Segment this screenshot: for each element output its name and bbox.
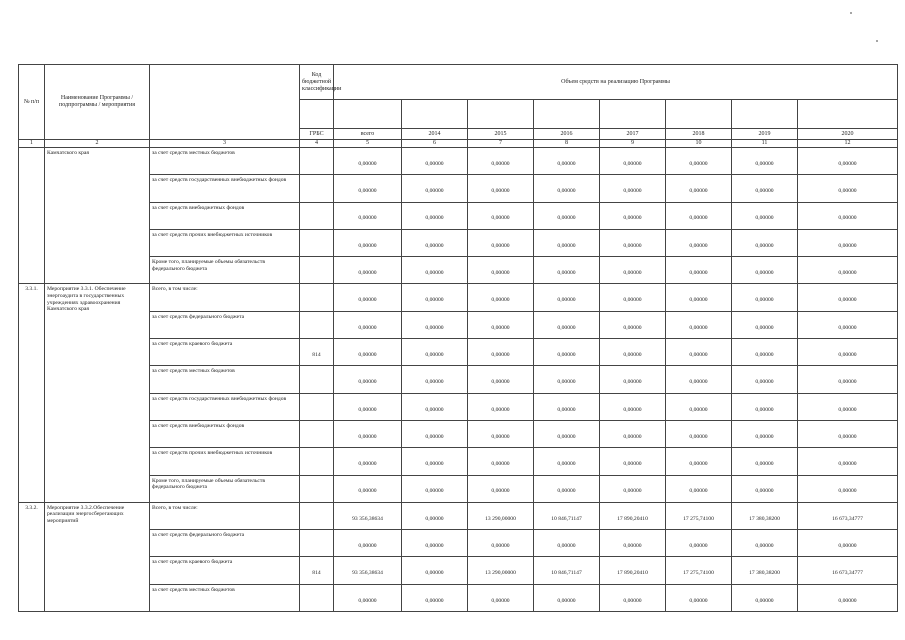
year-value: 0,00000: [534, 366, 600, 393]
total-value: 0,00000: [334, 448, 402, 475]
item-number: [19, 148, 45, 284]
year-value: 0,00000: [402, 284, 468, 311]
year-value: 0,00000: [468, 202, 534, 229]
year-value: 13 290,00000: [468, 502, 534, 529]
year-value: 0,00000: [534, 420, 600, 447]
year-value: 17 380,38200: [732, 557, 798, 584]
funding-source: Кроме того, планируемые объемы обязательств федерального бюджета: [150, 257, 300, 284]
header-year: 2019: [732, 129, 798, 140]
column-index-row: [19, 140, 898, 148]
year-value: 0,00000: [402, 420, 468, 447]
funding-source: за счет средств федерального бюджета: [150, 311, 300, 338]
year-value: 0,00000: [402, 257, 468, 284]
year-value: 0,00000: [534, 339, 600, 366]
grbs-code: [300, 530, 334, 557]
year-value: 17 275,74100: [666, 557, 732, 584]
header-year-blank: [600, 100, 666, 129]
year-value: 0,00000: [534, 530, 600, 557]
column-index: 1: [19, 140, 45, 148]
year-value: 0,00000: [732, 175, 798, 202]
grbs-code: [300, 475, 334, 502]
table-row: [19, 502, 898, 529]
year-value: 0,00000: [402, 557, 468, 584]
table-row: [19, 475, 898, 502]
header-code-blank: [300, 100, 334, 129]
table-row: [19, 175, 898, 202]
year-value: 0,00000: [402, 502, 468, 529]
column-index: 12: [798, 140, 898, 148]
year-value: 0,00000: [600, 339, 666, 366]
year-value: 0,00000: [666, 202, 732, 229]
total-value: 0,00000: [334, 420, 402, 447]
table-row: [19, 284, 898, 311]
year-value: 0,00000: [468, 530, 534, 557]
header-source: [150, 65, 300, 140]
year-value: 0,00000: [600, 284, 666, 311]
funding-source: за счет средств внебюджетных фондов: [150, 202, 300, 229]
year-value: 0,00000: [468, 475, 534, 502]
total-value: 0,00000: [334, 284, 402, 311]
year-value: 0,00000: [468, 229, 534, 256]
funding-source: за счет средств краевого бюджета: [150, 557, 300, 584]
year-value: 17 275,74100: [666, 502, 732, 529]
table-row: [19, 339, 898, 366]
funding-source: за счет средств государственных внебюджетных фондов: [150, 393, 300, 420]
year-value: 0,00000: [732, 448, 798, 475]
header-year-blank: [402, 100, 468, 129]
year-value: 0,00000: [534, 393, 600, 420]
year-value: 0,00000: [534, 475, 600, 502]
year-value: 0,00000: [798, 475, 898, 502]
column-index: 5: [334, 140, 402, 148]
funding-source: за счет средств местных бюджетов: [150, 584, 300, 611]
year-value: 0,00000: [600, 393, 666, 420]
year-value: 0,00000: [600, 366, 666, 393]
year-value: 0,00000: [468, 257, 534, 284]
grbs-code: 814: [300, 557, 334, 584]
grbs-code: [300, 311, 334, 338]
table-row: [19, 311, 898, 338]
year-value: 0,00000: [534, 175, 600, 202]
year-value: 0,00000: [732, 202, 798, 229]
year-value: 0,00000: [798, 530, 898, 557]
year-value: 0,00000: [666, 229, 732, 256]
year-value: 0,00000: [666, 530, 732, 557]
year-value: 0,00000: [798, 257, 898, 284]
funding-source: за счет средств прочих внебюджетных источников: [150, 229, 300, 256]
year-value: 0,00000: [798, 229, 898, 256]
column-index: 7: [468, 140, 534, 148]
year-value: 0,00000: [534, 311, 600, 338]
year-value: 0,00000: [732, 393, 798, 420]
item-number: 3.3.2.: [19, 502, 45, 611]
year-value: 0,00000: [534, 284, 600, 311]
total-value: 0,00000: [334, 530, 402, 557]
header-year: 2014: [402, 129, 468, 140]
scan-speck: [850, 12, 852, 14]
year-value: 0,00000: [600, 530, 666, 557]
year-value: 0,00000: [534, 257, 600, 284]
table-row: [19, 393, 898, 420]
year-value: 0,00000: [402, 584, 468, 611]
year-value: 17 890,20410: [600, 557, 666, 584]
year-value: 0,00000: [666, 339, 732, 366]
column-index: 6: [402, 140, 468, 148]
year-value: 0,00000: [732, 475, 798, 502]
year-value: 0,00000: [402, 475, 468, 502]
budget-table: [18, 64, 898, 612]
total-value: 0,00000: [334, 257, 402, 284]
grbs-code: [300, 420, 334, 447]
header-funding: Объем средств на реализацию Программы: [334, 65, 898, 100]
year-value: 0,00000: [402, 148, 468, 175]
year-value: 0,00000: [798, 148, 898, 175]
header-total-blank: [334, 100, 402, 129]
total-value: 0,00000: [334, 366, 402, 393]
total-value: 93 356,38634: [334, 557, 402, 584]
grbs-code: [300, 393, 334, 420]
table-row: [19, 229, 898, 256]
table-body: [19, 140, 898, 612]
year-value: 0,00000: [600, 175, 666, 202]
funding-source: за счет средств местных бюджетов: [150, 366, 300, 393]
table-row: [19, 584, 898, 611]
year-value: 0,00000: [666, 393, 732, 420]
year-value: 17 890,20410: [600, 502, 666, 529]
funding-source: за счет средств внебюджетных фондов: [150, 420, 300, 447]
year-value: 0,00000: [666, 148, 732, 175]
year-value: 0,00000: [666, 311, 732, 338]
year-value: 0,00000: [402, 311, 468, 338]
total-value: 0,00000: [334, 202, 402, 229]
grbs-code: 814: [300, 339, 334, 366]
table-row: [19, 530, 898, 557]
year-value: 0,00000: [600, 148, 666, 175]
year-value: 0,00000: [402, 229, 468, 256]
year-value: 0,00000: [402, 366, 468, 393]
item-name: Мероприятие 3.3.2.Обеспечение реализации энергосберегающих мероприятий: [45, 502, 150, 611]
year-value: 0,00000: [534, 448, 600, 475]
header-num: № п/п: [19, 65, 45, 140]
total-value: 0,00000: [334, 311, 402, 338]
table-header: [19, 65, 898, 140]
header-year-blank: [534, 100, 600, 129]
year-value: 0,00000: [600, 229, 666, 256]
grbs-code: [300, 202, 334, 229]
year-value: 0,00000: [402, 339, 468, 366]
header-total: всего: [334, 129, 402, 140]
year-value: 0,00000: [402, 175, 468, 202]
item-name: Мероприятие 3.3.1. Обеспечение энергоаудита в государственных учреждениях здравоохранения Камчатского края: [45, 284, 150, 502]
year-value: 0,00000: [798, 202, 898, 229]
funding-source: за счет средств местных бюджетов: [150, 148, 300, 175]
header-year: 2015: [468, 129, 534, 140]
year-value: 0,00000: [798, 175, 898, 202]
column-index: 3: [150, 140, 300, 148]
grbs-code: [300, 366, 334, 393]
header-name: Наименование Программы / подпрограммы / мероприятия: [45, 65, 150, 140]
total-value: 93 356,38634: [334, 502, 402, 529]
year-value: 0,00000: [468, 393, 534, 420]
table-row: [19, 202, 898, 229]
funding-source: за счет средств прочих внебюджетных источников: [150, 448, 300, 475]
header-year-blank: [798, 100, 898, 129]
year-value: 0,00000: [468, 448, 534, 475]
funding-source: Всего, в том числе:: [150, 284, 300, 311]
year-value: 0,00000: [732, 284, 798, 311]
total-value: 0,00000: [334, 584, 402, 611]
grbs-code: [300, 175, 334, 202]
year-value: 0,00000: [666, 475, 732, 502]
year-value: 0,00000: [468, 420, 534, 447]
table-row: [19, 448, 898, 475]
year-value: 0,00000: [468, 148, 534, 175]
table-row: [19, 420, 898, 447]
year-value: 17 380,38200: [732, 502, 798, 529]
column-index: 9: [600, 140, 666, 148]
column-index: 8: [534, 140, 600, 148]
year-value: 13 290,00000: [468, 557, 534, 584]
year-value: 0,00000: [600, 420, 666, 447]
table-row: [19, 257, 898, 284]
table-row: [19, 148, 898, 175]
total-value: 0,00000: [334, 339, 402, 366]
grbs-code: [300, 502, 334, 529]
year-value: 0,00000: [666, 366, 732, 393]
year-value: 0,00000: [402, 202, 468, 229]
column-index: 4: [300, 140, 334, 148]
funding-source: Всего, в том числе:: [150, 502, 300, 529]
total-value: 0,00000: [334, 229, 402, 256]
column-index: 11: [732, 140, 798, 148]
column-index: 10: [666, 140, 732, 148]
year-value: 0,00000: [468, 284, 534, 311]
grbs-code: [300, 257, 334, 284]
year-value: 10 846,71147: [534, 502, 600, 529]
table-row: [19, 557, 898, 584]
year-value: 0,00000: [666, 257, 732, 284]
year-value: 0,00000: [468, 584, 534, 611]
year-value: 0,00000: [666, 420, 732, 447]
year-value: 0,00000: [600, 311, 666, 338]
year-value: 0,00000: [402, 393, 468, 420]
total-value: 0,00000: [334, 475, 402, 502]
year-value: 0,00000: [798, 366, 898, 393]
grbs-code: [300, 284, 334, 311]
year-value: 0,00000: [798, 311, 898, 338]
year-value: 0,00000: [468, 311, 534, 338]
year-value: 0,00000: [732, 339, 798, 366]
year-value: 0,00000: [534, 584, 600, 611]
year-value: 16 673,34777: [798, 502, 898, 529]
header-code: Код бюджетной классификации: [300, 65, 334, 100]
header-year: 2016: [534, 129, 600, 140]
grbs-code: [300, 584, 334, 611]
funding-source: за счет средств государственных внебюджетных фондов: [150, 175, 300, 202]
year-value: 0,00000: [666, 448, 732, 475]
year-value: 0,00000: [732, 311, 798, 338]
year-value: 0,00000: [798, 393, 898, 420]
header-year-blank: [666, 100, 732, 129]
year-value: 0,00000: [402, 530, 468, 557]
year-value: 10 846,71147: [534, 557, 600, 584]
year-value: 0,00000: [600, 448, 666, 475]
budget-table-sheet: [18, 64, 897, 612]
grbs-code: [300, 148, 334, 175]
year-value: 0,00000: [600, 584, 666, 611]
header-year: 2020: [798, 129, 898, 140]
column-index: 2: [45, 140, 150, 148]
table-row: [19, 366, 898, 393]
year-value: 0,00000: [732, 229, 798, 256]
year-value: 0,00000: [732, 148, 798, 175]
scan-speck: [876, 40, 878, 42]
year-value: 0,00000: [402, 448, 468, 475]
year-value: 0,00000: [732, 366, 798, 393]
year-value: 0,00000: [534, 229, 600, 256]
header-year-blank: [468, 100, 534, 129]
year-value: 0,00000: [666, 175, 732, 202]
grbs-code: [300, 448, 334, 475]
year-value: 0,00000: [468, 175, 534, 202]
year-value: 0,00000: [600, 202, 666, 229]
year-value: 0,00000: [732, 420, 798, 447]
header-grbs: ГРБС: [300, 129, 334, 140]
funding-source: Кроме того, планируемые объемы обязательств федерального бюджета: [150, 475, 300, 502]
total-value: 0,00000: [334, 393, 402, 420]
year-value: 0,00000: [798, 448, 898, 475]
year-value: 0,00000: [798, 584, 898, 611]
year-value: 0,00000: [468, 366, 534, 393]
header-year: 2017: [600, 129, 666, 140]
year-value: 0,00000: [732, 530, 798, 557]
total-value: 0,00000: [334, 148, 402, 175]
year-value: 0,00000: [534, 148, 600, 175]
funding-source: за счет средств краевого бюджета: [150, 339, 300, 366]
item-number: 3.3.1.: [19, 284, 45, 502]
total-value: 0,00000: [334, 175, 402, 202]
header-year-blank: [732, 100, 798, 129]
year-value: 0,00000: [600, 475, 666, 502]
year-value: 0,00000: [600, 257, 666, 284]
item-name: Камчатского края: [45, 148, 150, 284]
year-value: 0,00000: [798, 339, 898, 366]
year-value: 0,00000: [732, 584, 798, 611]
year-value: 0,00000: [534, 202, 600, 229]
year-value: 0,00000: [666, 584, 732, 611]
year-value: 0,00000: [798, 420, 898, 447]
year-value: 0,00000: [468, 339, 534, 366]
year-value: 0,00000: [798, 284, 898, 311]
year-value: 16 673,34777: [798, 557, 898, 584]
funding-source: за счет средств федерального бюджета: [150, 530, 300, 557]
year-value: 0,00000: [666, 284, 732, 311]
grbs-code: [300, 229, 334, 256]
header-year: 2018: [666, 129, 732, 140]
year-value: 0,00000: [732, 257, 798, 284]
